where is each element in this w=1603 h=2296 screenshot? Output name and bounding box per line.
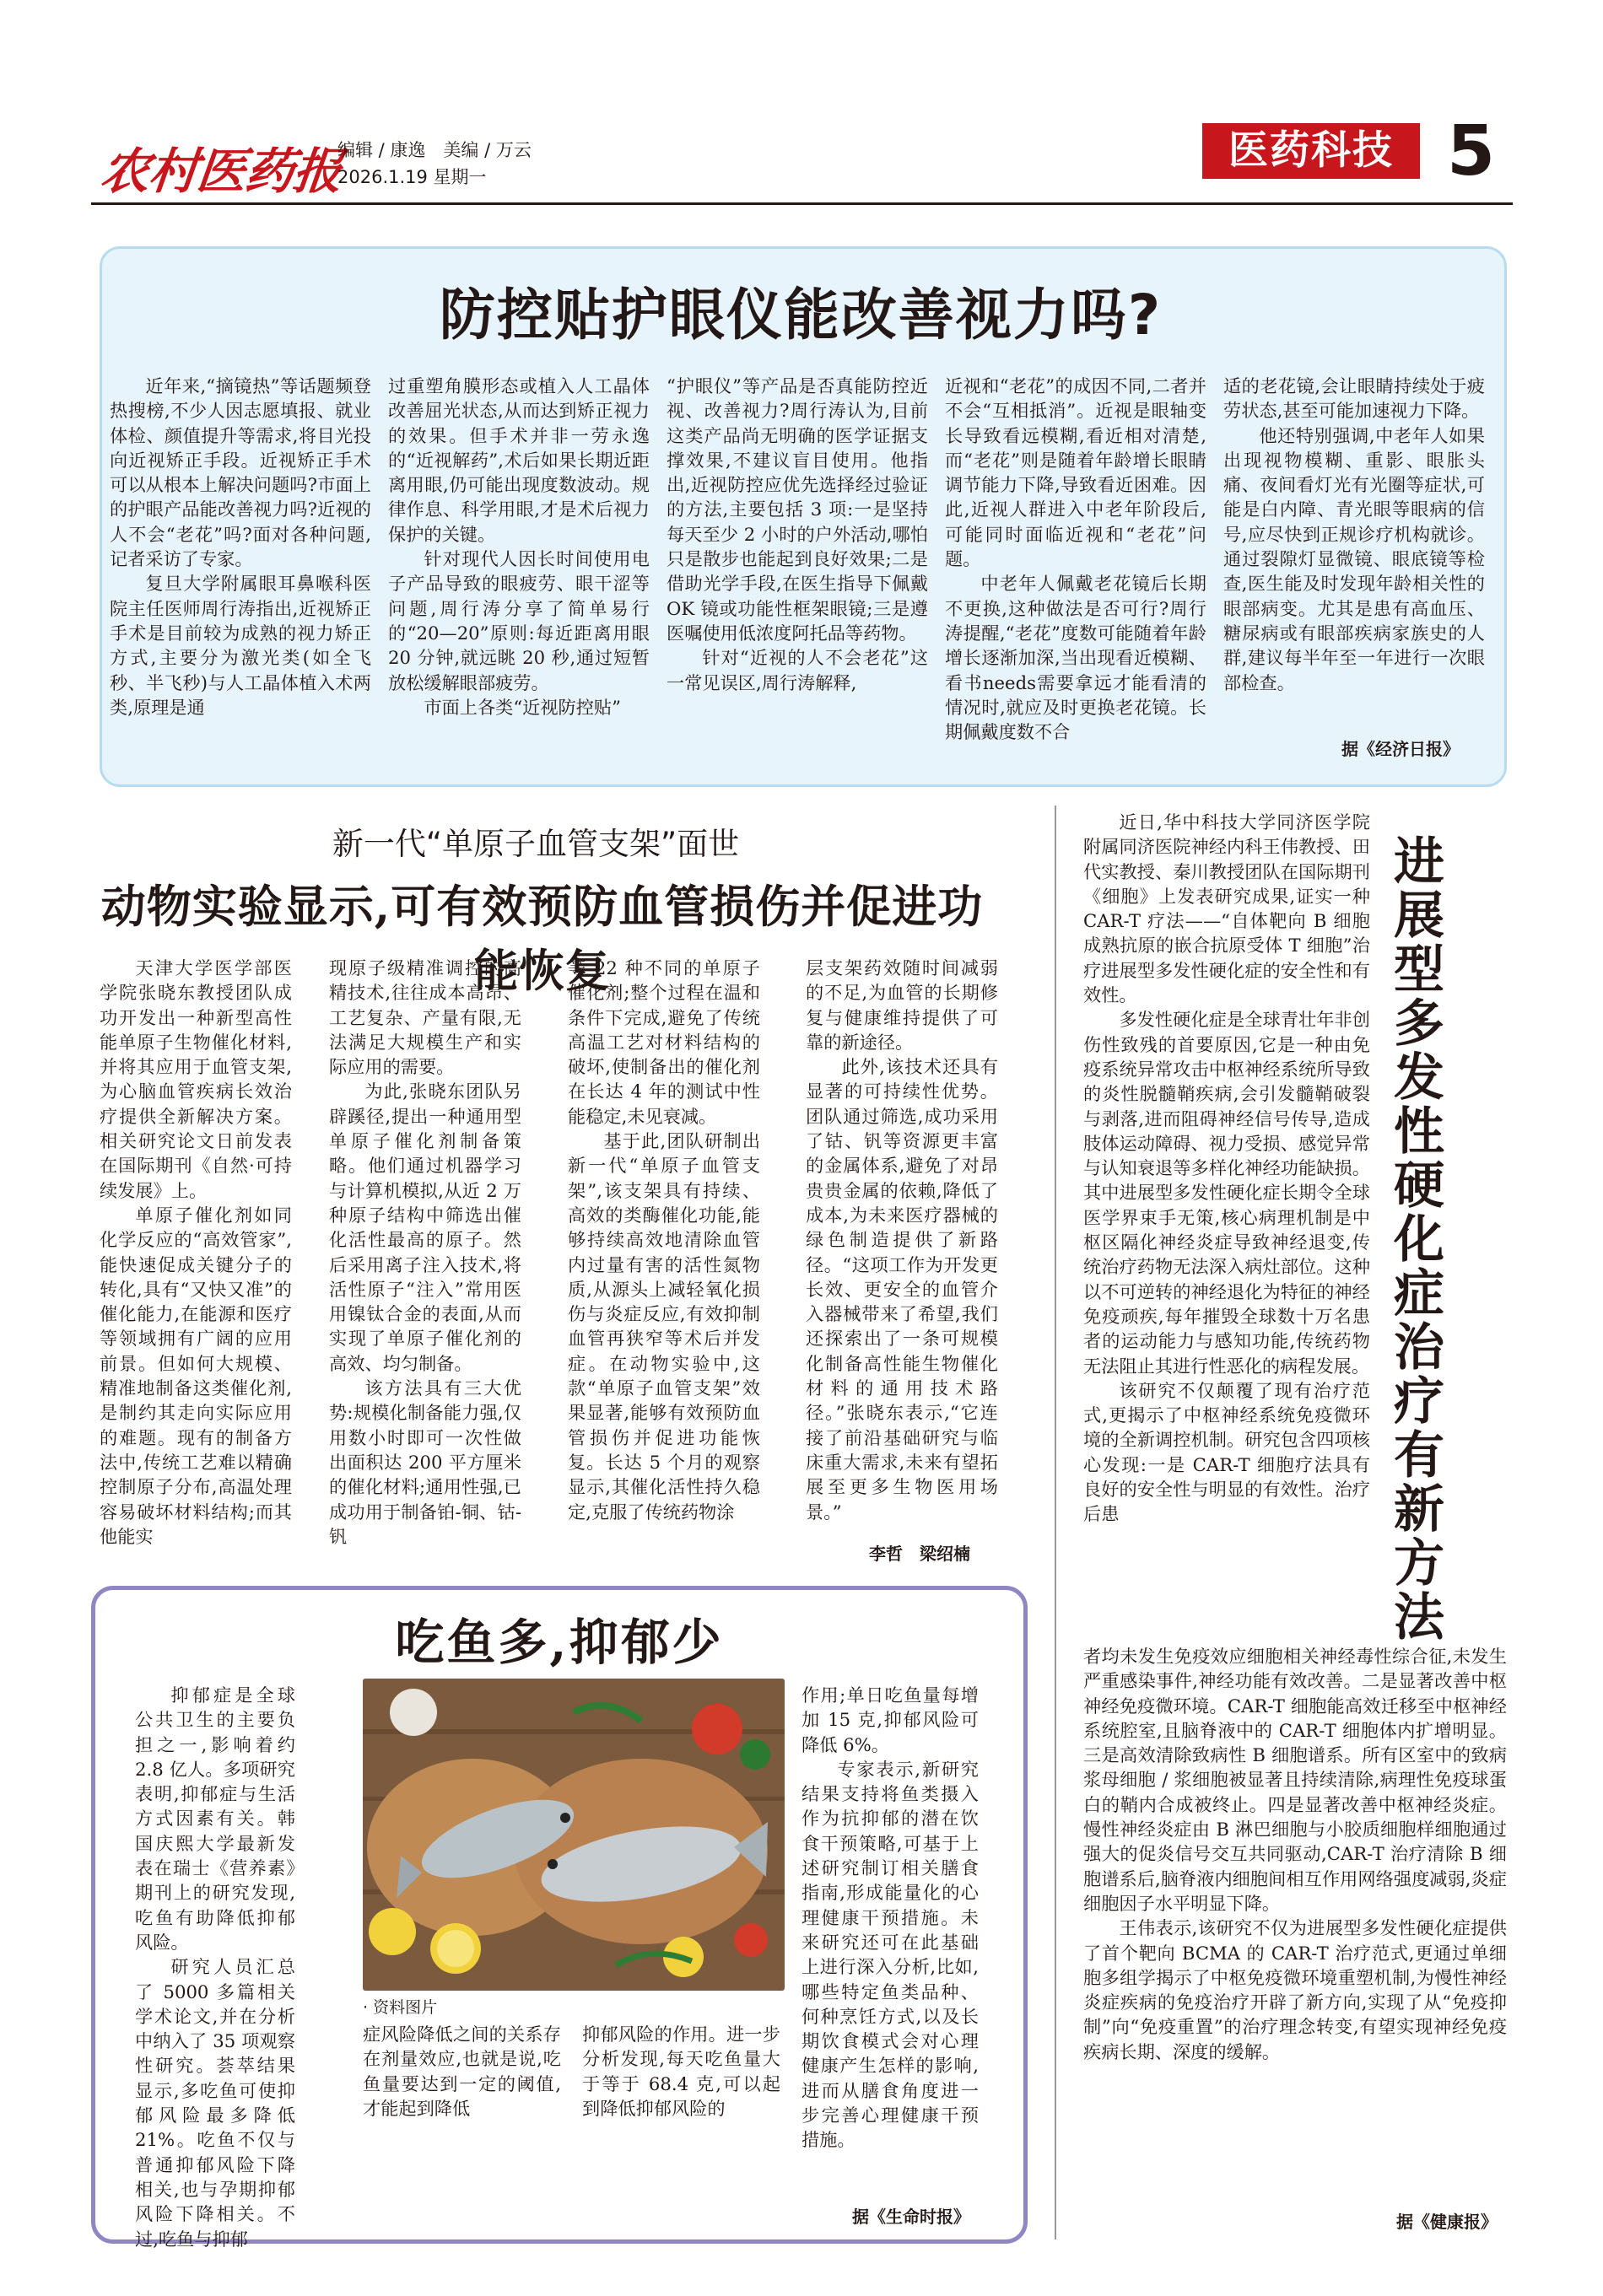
paragraph: 近视和“老花”的成因不同,二者并不会“互相抵消”。近视是眼轴变长导致看远模糊,看近相对清楚,而“老花”则是随着年龄增长眼睛调节能力下降,导致看近困难。因此,近视人群进入中老年阶段后,可能同时面临近视和“老花”问题。	[945, 375, 1206, 570]
paragraph: 近日,华中科技大学同济医学院附属同济医院神经内科王伟教授、田代实教授、秦川教授团队在国际期刊《细胞》上发表研究成果,证实一种 CAR-T 疗法——“自体靶向 B 细胞成熟抗原的嵌合抗原受体 T 细胞”治疗进展型多发性硬化症的安全性和有效性。	[1083, 811, 1370, 1006]
paragraph: 现原子级精准调控的高精技术,往往成本高昂、工艺复杂、产量有限,无法满足大规模生产和实际应用的需要。	[329, 957, 521, 1078]
fish-photo	[363, 1679, 785, 1991]
story2-headline: 动物实验显示,可有效预防血管损伤并促进功能恢复	[100, 881, 984, 997]
editor-line: 编辑 / 康逸 美编 / 万云	[337, 140, 532, 160]
paragraph: 抑郁风险的作用。进一步分析发现,每天吃鱼量大于等于 68.4 克,可以起到降低抑郁风险的	[582, 2024, 780, 2119]
paragraph: 王伟表示,该研究不仅为进展型多发性硬化症提供了首个靶向 BCMA 的 CAR-T 治疗范式,更通过单细胞多组学揭示了中枢免疫微环境重塑机制,为慢性神经炎症疾病的免疫治疗开辟了新方向,实现了从“免疫抑制”向“免疫重置”的治疗理念转变,有望实现神经免疫疾病长期、深度的缓解。	[1083, 1917, 1507, 2062]
paragraph: 适的老花镜,会让眼睛持续处于疲劳状态,甚至可能加速视力下降。	[1223, 375, 1485, 422]
date-line: 2026.1.19 星期一	[337, 167, 487, 187]
story1-column-1	[110, 374, 371, 763]
paragraph: 针对“近视的人不会老花”这一常见误区,周行涛解释,	[667, 647, 928, 693]
column-divider	[1055, 806, 1056, 2239]
paragraph: 该研究不仅颠覆了现有治疗范式,更揭示了中枢神经系统免疫微环境的全新调控机制。研究包含四项核心发现:一是 CAR-T 细胞疗法具有良好的安全性与明显的有效性。治疗后患	[1083, 1379, 1370, 1525]
paragraph: 层支架药效随时间减弱的不足,为血管的长期修复与健康维持提供了可靠的新途径。	[806, 957, 998, 1053]
story1-column-4	[945, 374, 1206, 763]
story2-subheadline: 新一代“单原子血管支架”面世	[332, 826, 740, 862]
paragraph: 专家表示,新研究结果支持将鱼类摄入作为抗抑郁的潜在饮食干预策略,可基于上述研究制订相关膳食指南,形成能量化的心理健康干预措施。未来研究还可在此基础上进行深入分析,比如,哪些特定鱼类品种、何种烹饪方式,以及长期饮食模式会对心理健康产生怎样的影响,进而从膳食角度进一步完善心理健康干预措施。	[802, 1758, 979, 2151]
paragraph: 症风险降低之间的关系存在剂量效应,也就是说,吃鱼量要达到一定的阈值,才能起到降低	[363, 2024, 561, 2119]
story4-headline: 进展型多发性硬化症治疗有新方法	[1394, 833, 1444, 1647]
story2-column-2	[329, 956, 521, 1547]
story2-column-1	[100, 956, 292, 1547]
paragraph: 他还特别强调,中老年人如果出现视物模糊、重影、眼胀头痛、夜间看灯光有光圈等症状,可能是白内障、青光眼等眼病的信号,应尽快到正规诊疗机构就诊。通过裂隙灯显微镜、眼底镜等检查,医生能及时发现年龄相关性的眼部病变。尤其是患有高血压、糖尿病或有眼部疾病家族史的人群,建议每半年至一年进行一次眼部检查。	[1223, 424, 1485, 693]
story3-column-right	[802, 1683, 979, 2189]
paragraph: 研究人员汇总了 5000 多篇相关学术论文,并在分析中纳入了 35 项观察性研究。荟萃结果显示,多吃鱼可使抑郁风险最多降低 21%。吃鱼不仅与普通抑郁风险下降相关,也与孕期抑郁风险下降相关。不过,吃鱼与抑郁	[135, 1956, 295, 2250]
story1-column-3	[667, 374, 928, 763]
paragraph: 过重塑角膜形态或植入人工晶体改善屈光状态,从而达到矫正视力的效果。但手术并非一劳永逸的“近视解药”,术后如果长期近距离用眼,仍可能出现度数波动。规律作息、科学用眼,才是术后视力保护的关键。	[388, 375, 650, 545]
paragraph: 作用;单日吃鱼量每增加 15 克,抑郁风险可降低 6%。	[802, 1684, 979, 1755]
fish-photo-caption: · 资料图片	[363, 1998, 438, 2017]
section-title: 医药科技	[1228, 127, 1394, 174]
story2-column-4	[806, 956, 998, 1529]
paragraph: 市面上各类“近视防控贴”	[424, 696, 621, 718]
paragraph: 者均未发生免疫效应细胞相关神经毒性综合征,未发生严重感染事件,神经功能有效改善。二是显著改善中枢神经免疫微环境。CAR-T 细胞能高效迁移至中枢神经系统腔室,且脑脊液中的 CAR-T 细胞体内扩增明显。三是高效清除致病性 B 细胞谱系。所有区室中的致病浆母细胞 / 浆细胞被显著且持续清除,病理性免疫球蛋白的鞘内合成被终止。四是显著改善中枢神经炎症。慢性神经炎症由 B 淋巴细胞与小胶质细胞样细胞通过强大的促炎信号交互共同驱动,CAR-T 治疗清除 B 细胞谱系后,脑脊液内细胞间相互作用网络强度减弱,炎症细胞因子水平明显下降。	[1083, 1646, 1507, 1914]
story2-column-3	[568, 956, 760, 1533]
header-rule	[91, 202, 1513, 205]
story2-byline: 李哲 梁绍楠	[869, 1544, 970, 1564]
paragraph: 该方法具有三大优势:规模化制备能力强,仅用数小时即可一次性做出面积达 200 平方厘米的催化材料;通用性强,已成功用于制备铂-铜、钴-钒	[329, 1377, 521, 1547]
paragraph: “护眼仪”等产品是否真能防控近视、改善视力?周行涛认为,目前这类产品尚无明确的医学证据支撑效果,不建议盲目使用。他指出,近视防控应优先选择经过验证的方法,主要包括 3 项:一是坚持每天至少 2 小时的户外活动,哪怕只是散步也能起到良好效果;二是借助光学手段,在医生指导下佩戴 OK 镜或功能性框架眼镜;三是遵医嘱使用低浓度阿托品等药物。	[667, 375, 928, 644]
story3-column-mid-left	[363, 2022, 561, 2207]
paragraph: 针对现代人因长时间使用电子产品导致的眼疲劳、眼干涩等问题,周行涛分享了简单易行的“20—20”原则:每近距离用眼 20 分钟,就远眺 20 秒,通过短暂放松缓解眼部疲劳。	[388, 548, 650, 693]
paragraph: 此外,该技术还具有显著的可持续性优势。团队通过筛选,成功采用了钴、钒等资源更丰富的金属体系,避免了对昂贵贵金属的依赖,降低了成本,为未来医疗器械的绿色制造提供了新路径。“这项工作为开发更长效、更安全的血管介入器械带来了希望,我们还探索出了一条可规模化制备高性能生物催化材料的通用技术路径。”张晓东表示,“它连接了前沿基础研究与临床重大需求,未来有望拓展至更多生物医用场景。”	[806, 1056, 998, 1523]
paragraph: 复旦大学附属眼耳鼻喉科医院主任医师周行涛指出,近视矫正手术是目前较为成熟的视力矫正方式,主要分为激光类(如全飞秒、半飞秒)与人工晶体植入术两类,原理是通	[110, 573, 371, 718]
story4-column-top	[1083, 810, 1370, 1641]
page-number: 5	[1447, 111, 1496, 191]
fish-photo-illustration	[363, 1679, 785, 1991]
story3-source: 据《生命时报》	[852, 2207, 970, 2227]
paragraph: 基于此,团队研制出新一代“单原子血管支架”,该支架具有持续、高效的类酶催化功能,能够持续高效地清除血管内过量有害的活性氮物质,从源头上减轻氧化损伤与炎症反应,有效抑制血管再狭窄等术后并发症。在动物实验中,这款“单原子血管支架”效果显著,能够有效预防血管损伤并促进功能恢复。长达 5 个月的观察显示,其催化活性持久稳定,克服了传统药物涂	[568, 1130, 760, 1523]
paragraph: 单原子催化剂如同化学反应的“高效管家”,能快速促成关键分子的转化,具有“又快又准”的催化能力,在能源和医疗等领域拥有广阔的应用前景。但如何大规模、精准地制备这类催化剂,是制约其走向实际应用的难题。现有的制备方法中,传统工艺难以精确控制原子分布,高温处理容易破坏材料结构;而其他能实	[100, 1204, 292, 1547]
story4-source: 据《健康报》	[1396, 2212, 1498, 2232]
paragraph: 抑郁症是全球公共卫生的主要负担之一,影响着约 2.8 亿人。多项研究表明,抑郁症与生活方式因素有关。韩国庆熙大学最新发表在瑞士《营养素》期刊上的研究发现,吃鱼有助降低抑郁风险。	[135, 1684, 295, 1953]
story1-headline: 防控贴护眼仪能改善视力吗?	[439, 283, 1163, 348]
story1-source: 据《经济日报》	[1341, 739, 1460, 759]
paragraph: 近年来,“摘镜热”等话题频登热搜榜,不少人因志愿填报、就业体检、颜值提升等需求,将目光投向近视矫正手段。近视矫正手术可以从根本上解决问题吗?市面上的护眼产品能改善视力吗?近视的人不会“老花”吗?面对各种问题,记者采访了专家。	[110, 375, 371, 570]
story3-headline: 吃鱼多,抑郁少	[395, 1614, 724, 1671]
paragraph: 天津大学医学部医学院张晓东教授团队成功开发出一种新型高性能单原子生物催化材料,并将其应用于血管支架,为心脑血管疾病长效治疗提供全新解决方案。相关研究论文日前发表在国际期刊《自然·可持续发展》上。	[100, 957, 292, 1201]
paragraph: 中老年人佩戴老花镜后长期不更换,这种做法是否可行?周行涛提醒,“老花”度数可能随着年龄增长逐渐加深,当出现看近模糊、看书needs需要拿远才能看清的情况时,就应及时更换老花镜。长期佩戴度数不合	[945, 573, 1206, 743]
story3-column-mid-right	[582, 2022, 780, 2207]
paragraph: 多发性硬化症是全球青壮年非创伤性致残的首要原因,它是一种由免疫系统异常攻击中枢神经系统所导致的炎性脱髓鞘疾病,会引发髓鞘破裂与剥落,进而阻碍神经信号传导,造成肢体运动障碍、视力受损、感觉异常与认知衰退等多样化神经功能缺损。其中进展型多发性硬化症长期令全球医学界束手无策,核心病理机制是中枢区隔化神经炎症导致神经退变,传统治疗药物无法深入病灶部位。这种以不可逆转的神经退化为特征的神经免疫顽疾,每年摧毁全球数十万名患者的运动能力与感知功能,传统药物无法阻止其进行性恶化的病程发展。	[1083, 1009, 1370, 1377]
story1-column-5	[1223, 374, 1485, 728]
story3-column-left	[135, 1683, 295, 2250]
paragraph: 为此,张晓东团队另辟蹊径,提出一种通用型单原子催化剂制备策略。他们通过机器学习与计算机模拟,从近 2 万种原子结构中筛选出催化活性最高的原子。然后采用离子注入技术,将活性原子“注入”常用医用镍钛合金的表面,从而实现了单原子催化剂的高效、均匀制备。	[329, 1081, 521, 1374]
masthead-logo: 农村医药报	[97, 143, 345, 200]
story4-column-bottom	[1083, 1644, 1507, 2209]
paragraph: 等 22 种不同的单原子催化剂;整个过程在温和条件下完成,避免了传统高温工艺对材料结构的破坏,使制备出的催化剂在长达 4 年的测试中性能稳定,未见衰减。	[568, 957, 760, 1127]
header-meta	[337, 137, 532, 191]
story1-column-2	[388, 374, 650, 763]
